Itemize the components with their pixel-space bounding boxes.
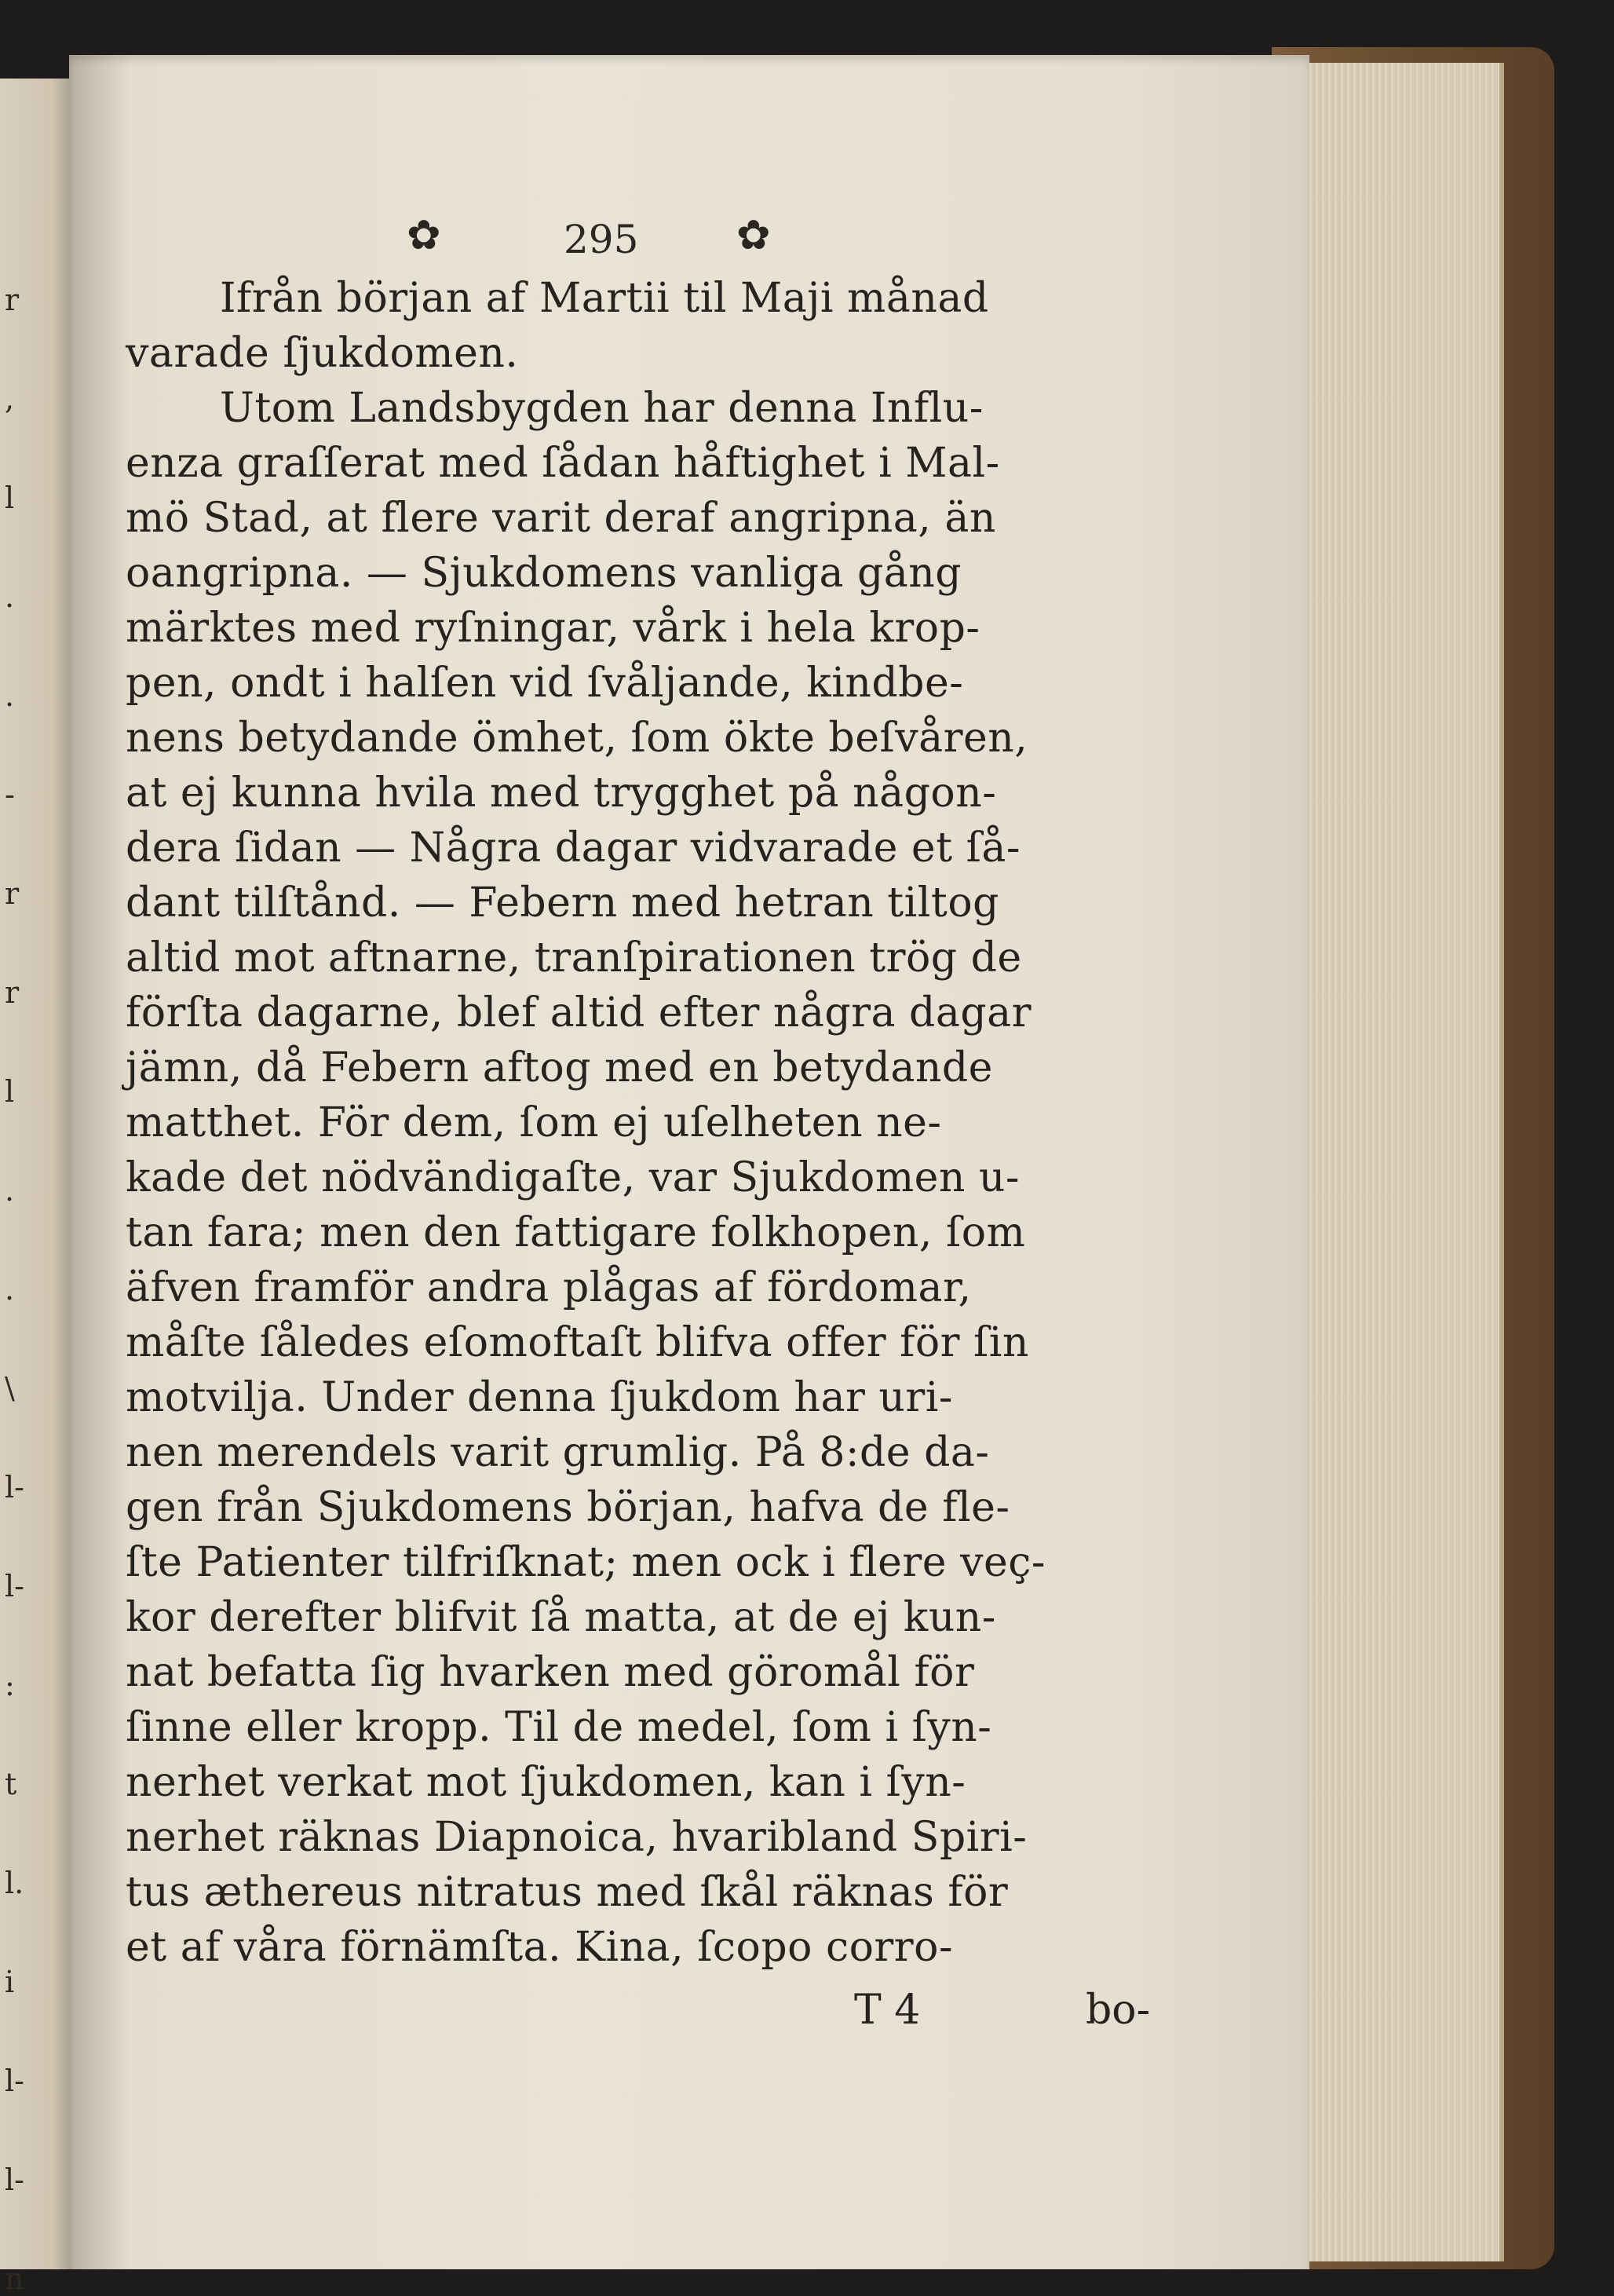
text-line: nens betydande ömhet, ſom ökte beſvåren, [126,715,1028,762]
left-page-fragment: l [5,481,15,515]
left-page-fragment: i [5,1965,15,1999]
text-line: nerhet verkat mot ſjukdomen, kan i ſyn- [126,1759,966,1806]
left-page-fragment: \ [5,1371,15,1406]
left-page-fragment: r [5,876,20,911]
left-page-fragment: t [5,1767,17,1801]
text-line: tan fara; men den fattigare folkhopen, ſom [126,1209,1026,1256]
text-line: altid mot aftnarne, tranſpirationen trög de [126,934,1022,982]
left-page-fragment: l- [5,1569,24,1603]
text-line: äfven framför andra plågas af fördomar, [126,1264,972,1311]
text-line: enza graſſerat med ſådan håftighet i Mal- [126,440,1000,487]
page-edges [1287,63,1504,2261]
page-number: 295 [564,217,639,262]
text-line: Ifrån början af Martii til Maji månad [220,275,989,322]
running-header [69,196,1309,267]
left-page-fragment: - [5,777,15,812]
left-page-fragment: l. [5,1866,24,1900]
text-line: förſta dagarne, blef altid efter några dagar [126,989,1032,1036]
left-page-fragment: . [5,1173,15,1208]
text-line: jämn, då Febern aftog med en betydande [126,1044,993,1091]
left-page-fragment: l- [5,1470,24,1504]
text-line: dant tilſtånd. — Febern med hetran tiltog [126,879,999,927]
text-line: pen, ondt i halſen vid ſvåljande, kindbe- [126,660,964,707]
text-line: at ej kunna hvila med trygghet på någon- [126,770,997,817]
text-line: kade det nödvändigaſte, var Sjukdomen u- [126,1154,1020,1201]
text-line: gen från Sjukdomens början, hafva de fle- [126,1484,1010,1531]
text-line: Utom Landsbygden har denna Influ- [220,385,984,432]
left-page-fragment: l- [5,2163,24,2197]
ornament-left-icon: ✿ [407,212,441,259]
text-line: dera ſidan — Några dagar vidvarade et ſå- [126,824,1021,872]
text-line: märktes med ryſningar, vårk i hela krop- [126,605,980,652]
text-line: nen merendels varit grumlig. På 8:de da- [126,1429,990,1476]
left-page-fragment: r [5,283,20,317]
text-line: motvilja. Under denna ſjukdom har uri- [126,1374,953,1421]
text-line: nat befatta ſig hvarken med göromål för [126,1649,975,1696]
text-line: ſinne eller kropp. Til de medel, ſom i ſyn- [126,1704,992,1751]
ornament-right-icon: ✿ [736,212,771,259]
text-line: matthet. För dem, ſom ej uſelheten ne- [126,1099,942,1146]
left-page-fragment: r [5,975,20,1010]
text-line: varade ſjukdomen. [126,330,519,377]
left-page-fragment: : [5,1668,15,1702]
signature-mark: T 4 [854,1987,921,2034]
text-line: et af våra förnämſta. Kina, ſcopo corro- [126,1924,954,1971]
text-line: mö Stad, at flere varit deraf angripna, än [126,495,996,542]
text-line: kor derefter blifvit ſå matta, at de ej kun- [126,1594,996,1641]
left-page-remnant [0,79,75,2296]
text-line: tus æthereus nitratus med ſkål räknas för [126,1869,1009,1916]
left-page-fragment: l [5,1074,15,1109]
catchword: bo- [1086,1987,1151,2034]
book-page [69,55,1309,2269]
left-page-fragment: , [5,382,15,416]
left-page-fragment: . [5,1272,15,1307]
text-line: måſte ſåledes eſomoftaſt blifva offer för ſin [126,1319,1029,1366]
text-line: oangripna. — Sjukdomens vanliga gång [126,550,962,597]
left-page-fragment: l- [5,2064,24,2098]
left-page-fragment: n [5,2261,24,2296]
text-line: ſte Patienter tilfriſknat; men ock i flere veç- [126,1539,1046,1586]
left-page-fragment: . [5,579,15,614]
text-line: nerhet räknas Diapnoica, hvaribland Spiri- [126,1814,1028,1861]
left-page-fragment: . [5,678,15,713]
